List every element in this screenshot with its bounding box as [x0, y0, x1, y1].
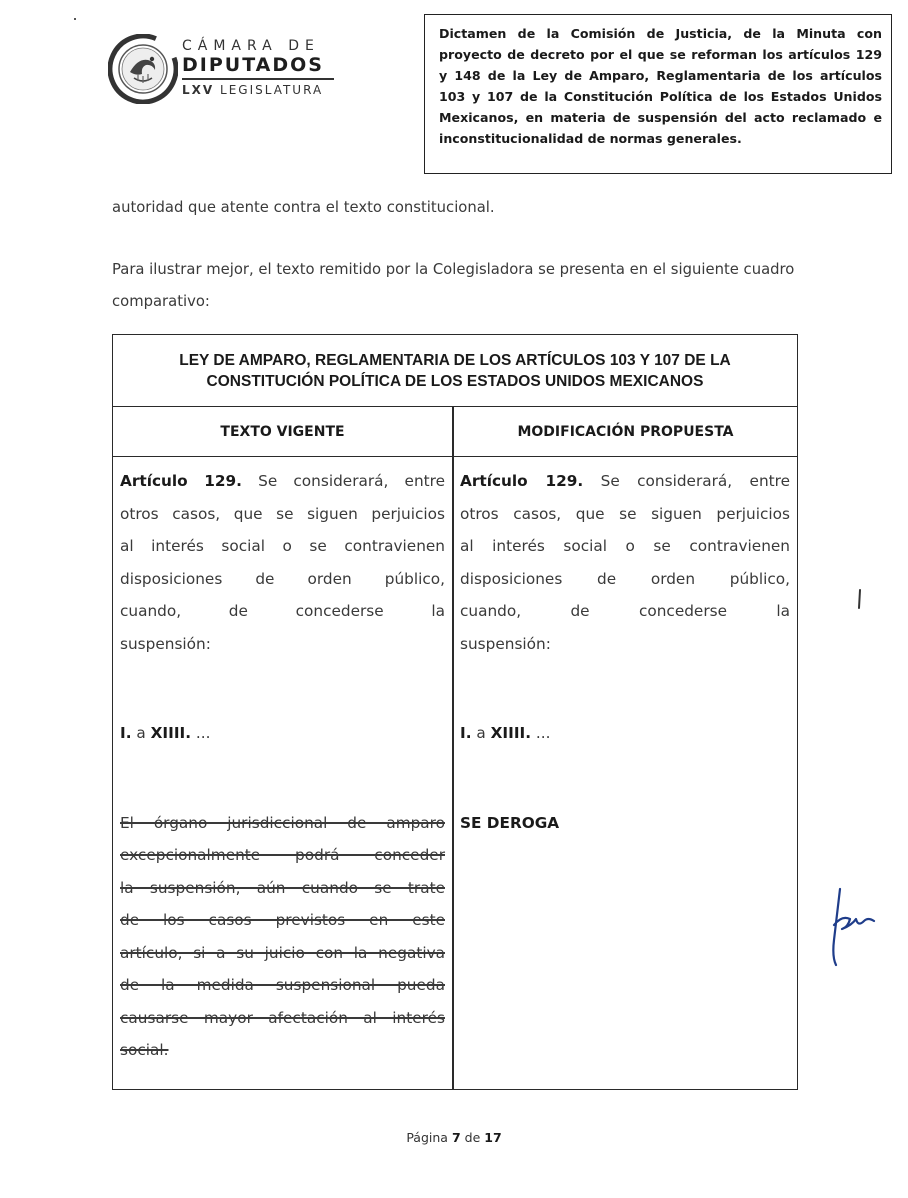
column-header-proposed-change: MODIFICACIÓN PROPUESTA — [517, 424, 734, 440]
article-line: disposiciones de orden público, — [120, 569, 445, 588]
article-line: suspensión: — [120, 634, 211, 653]
comparison-table — [112, 334, 798, 1090]
logo-legislature-number: LXV — [182, 83, 215, 97]
article-first-line: Artículo 129. Se considerará, entre — [460, 472, 790, 490]
camara-logo — [108, 34, 348, 106]
struck-line: El órgano jurisdiccional de amparo — [120, 813, 445, 832]
logo-legislature — [182, 83, 334, 97]
article-line: otros casos, que se siguen perjuicios — [120, 504, 445, 523]
column-divider — [452, 407, 454, 1089]
article-label: Artículo 129. — [460, 472, 584, 490]
struck-line: la suspensión, aún cuando se trate — [120, 878, 445, 897]
article-line: al interés social o se contravienen — [120, 537, 445, 555]
current-text-cell — [120, 465, 445, 1067]
handwritten-initial-signature — [820, 885, 880, 975]
derogation-label: SE DEROGA — [460, 813, 560, 832]
column-header-current-text: TEXTO VIGENTE — [220, 424, 345, 440]
article-line: disposiciones de orden público, — [460, 569, 790, 588]
logo-institution-line1: CÁMARA DE — [182, 38, 320, 54]
article-line: suspensión: — [460, 634, 551, 653]
article-first-line: Artículo 129. Se considerará, entre — [120, 472, 445, 490]
table-title: LEY DE AMPARO, REGLAMENTARIA DE LOS ARTÍCULOS 103 Y 107 DE LA CONSTITUCIÓN POLÍTICA DE LOS ESTADOS UNIDOS MEXICANOS — [113, 335, 797, 407]
margin-mark — [856, 588, 864, 612]
logo-rule — [182, 78, 334, 80]
struck-line: excepcionalmente podrá conceder — [120, 846, 445, 864]
fraction-range: I. a XIIII. ... — [460, 724, 551, 742]
page-word: Página — [406, 1130, 448, 1145]
page-total: 17 — [484, 1130, 502, 1145]
proposed-text-cell — [460, 465, 790, 839]
fraction-range: I. a XIIII. ... — [120, 724, 211, 742]
page-current: 7 — [451, 1130, 461, 1145]
logo-institution-line2: DIPUTADOS — [182, 54, 324, 76]
table-header-row — [113, 407, 797, 457]
article-label: Artículo 129. — [120, 472, 242, 490]
struck-line: de la medida suspensional pueda — [120, 976, 445, 994]
article-line: cuando, de concederse la — [460, 602, 790, 620]
struck-line: social. — [120, 1041, 169, 1059]
dictamen-header-box: Dictamen de la Comisión de Justicia, de la Minuta con proyecto de decreto por el que se reforman los artículos 129 y 148 de la Ley de Amparo, Reglamentaria de los artículos 103 y 107 de la Constitución Política de los Estados Unidos Mexicanos, en materia de suspensión del acto reclamado e inconstitucionalidad de normas generales. — [424, 14, 892, 174]
body-paragraph-2: Para ilustrar mejor, el texto remitido por la Colegisladora se presenta en el siguiente cuadro comparativo: — [112, 261, 795, 310]
article-line: cuando, de concederse la — [120, 602, 445, 620]
article-line: otros casos, que se siguen perjuicios — [460, 504, 790, 523]
page-number — [0, 1130, 908, 1145]
body-paragraph-1: autoridad que atente contra el texto constitucional. — [112, 199, 495, 216]
scan-speck — [74, 18, 76, 20]
struck-line: causarse mayor afectación al interés — [120, 1008, 445, 1027]
struck-line: artículo, si a su juicio con la negativa — [120, 943, 445, 962]
struck-line: de los casos previstos en este — [120, 911, 445, 929]
article-line: al interés social o se contravienen — [460, 537, 790, 555]
logo-legislature-word: LEGISLATURA — [220, 83, 324, 97]
page-of: de — [464, 1130, 481, 1145]
mexican-coat-of-arms-icon — [108, 34, 178, 104]
